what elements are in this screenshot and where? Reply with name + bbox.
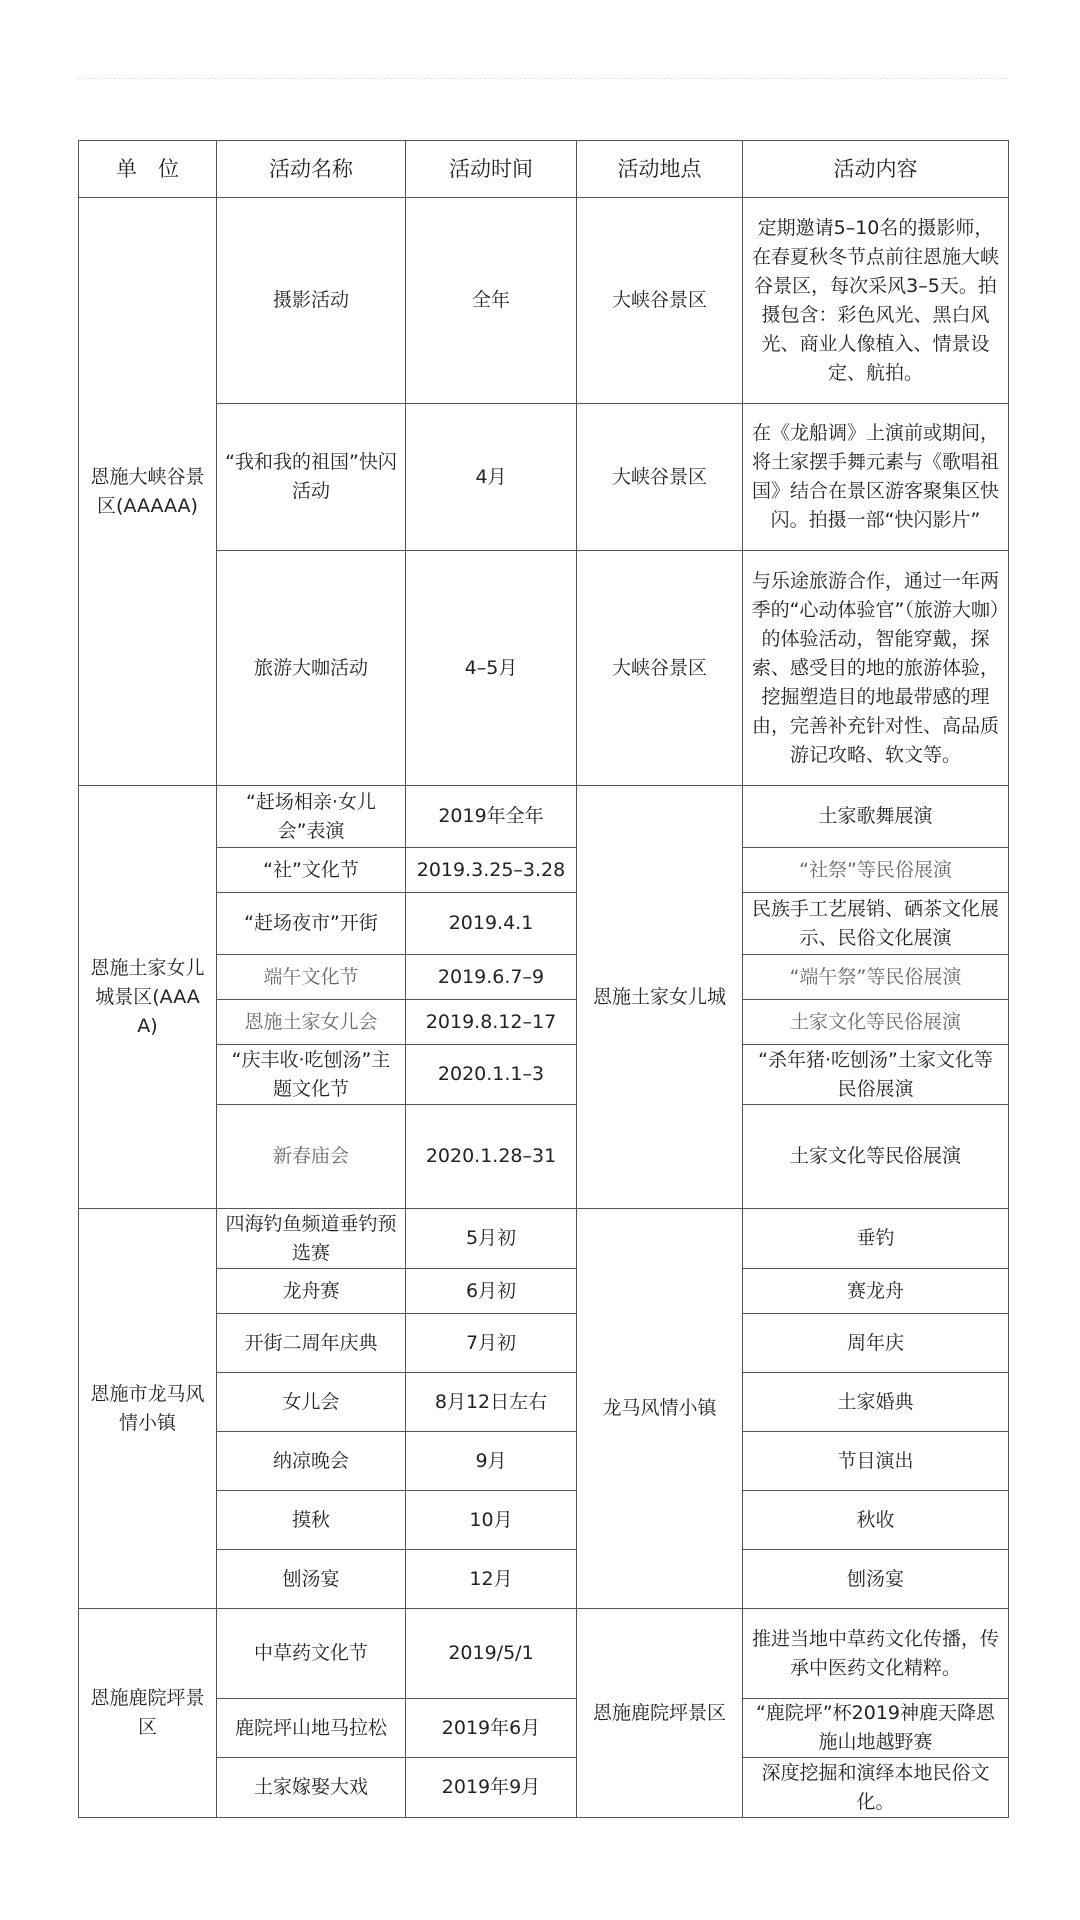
table-row	[79, 1609, 1009, 1699]
activity-content-cell: 土家文化等民俗展演	[743, 1105, 1009, 1209]
activity-name-cell: 纳凉晚会	[217, 1432, 406, 1491]
activity-name-cell: 四海钓鱼频道垂钓预选赛	[217, 1209, 406, 1269]
activity-time-cell: 10月	[406, 1491, 577, 1550]
activity-time-cell: 2019.8.12–17	[406, 1000, 577, 1045]
table-row	[79, 1373, 1009, 1432]
table-row	[79, 1491, 1009, 1550]
activity-name-cell: 摄影活动	[217, 198, 406, 404]
activity-name-cell: 鹿院坪山地马拉松	[217, 1699, 406, 1758]
activity-time-cell: 6月初	[406, 1269, 577, 1314]
header-activity-time: 活动时间	[406, 141, 577, 198]
activity-name-cell: 开街二周年庆典	[217, 1314, 406, 1373]
table-row	[79, 1209, 1009, 1269]
activity-name-cell: 新春庙会	[217, 1105, 406, 1209]
activity-time-cell: 2019.4.1	[406, 893, 577, 955]
table-row	[79, 551, 1009, 786]
table-row	[79, 404, 1009, 551]
activity-name-cell: 中草药文化节	[217, 1609, 406, 1699]
activity-name-cell: 刨汤宴	[217, 1550, 406, 1609]
table-row	[79, 1314, 1009, 1373]
table-row	[79, 893, 1009, 955]
activity-content-cell: “端午祭”等民俗展演	[743, 955, 1009, 1000]
activity-time-cell: 2020.1.1–3	[406, 1045, 577, 1105]
activity-time-cell: 2019/5/1	[406, 1609, 577, 1699]
activity-name-cell: 摸秋	[217, 1491, 406, 1550]
activity-time-cell: 全年	[406, 198, 577, 404]
activity-time-cell: 9月	[406, 1432, 577, 1491]
activity-content-cell: 定期邀请5–10名的摄影师，在春夏秋冬节点前往恩施大峡谷景区，每次采风3–5天。拍摄包含：彩色风光、黑白风光、商业人像植入、情景设定、航拍。	[743, 198, 1009, 404]
header-unit: 单 位	[79, 141, 217, 198]
activity-place-cell: 大峡谷景区	[577, 551, 743, 786]
activity-time-cell: 7月初	[406, 1314, 577, 1373]
activity-content-cell: 土家歌舞展演	[743, 786, 1009, 848]
table-row	[79, 1000, 1009, 1045]
activity-content-cell: 周年庆	[743, 1314, 1009, 1373]
activity-content-cell: “鹿院坪”杯2019神鹿天降恩施山地越野赛	[743, 1699, 1009, 1758]
header-row	[79, 141, 1009, 198]
activity-time-cell: 12月	[406, 1550, 577, 1609]
activity-schedule-table	[78, 140, 1009, 1818]
activity-time-cell: 2019.6.7–9	[406, 955, 577, 1000]
activity-name-cell: “社”文化节	[217, 848, 406, 893]
activity-name-cell: “赶场相亲·女儿会”表演	[217, 786, 406, 848]
activity-content-cell: “杀年猪·吃刨汤”土家文化等民俗展演	[743, 1045, 1009, 1105]
activity-content-cell: 深度挖掘和演绎本地民俗文化。	[743, 1758, 1009, 1818]
activity-content-cell: 垂钓	[743, 1209, 1009, 1269]
activity-place-cell: 大峡谷景区	[577, 404, 743, 551]
activity-content-cell: 赛龙舟	[743, 1269, 1009, 1314]
activity-content-cell: 秋收	[743, 1491, 1009, 1550]
activity-name-cell: 端午文化节	[217, 955, 406, 1000]
activity-time-cell: 2019年9月	[406, 1758, 577, 1818]
activity-place-cell: 恩施土家女儿城	[577, 786, 743, 1209]
header-activity-place: 活动地点	[577, 141, 743, 198]
activity-name-cell: “赶场夜市”开街	[217, 893, 406, 955]
table-row	[79, 1045, 1009, 1105]
activity-name-cell: 土家嫁娶大戏	[217, 1758, 406, 1818]
activity-name-cell: 旅游大咖活动	[217, 551, 406, 786]
table-row	[79, 1758, 1009, 1818]
activity-time-cell: 2019.3.25–3.28	[406, 848, 577, 893]
activity-name-cell: 恩施土家女儿会	[217, 1000, 406, 1045]
activity-time-cell: 2019年6月	[406, 1699, 577, 1758]
top-divider	[78, 78, 1008, 79]
activity-content-cell: 节目演出	[743, 1432, 1009, 1491]
activity-time-cell: 4月	[406, 404, 577, 551]
header-activity-name: 活动名称	[217, 141, 406, 198]
table-row	[79, 1269, 1009, 1314]
table-row	[79, 198, 1009, 404]
activity-time-cell: 4–5月	[406, 551, 577, 786]
activity-content-cell: 推进当地中草药文化传播，传承中医药文化精粹。	[743, 1609, 1009, 1699]
unit-cell: 恩施土家女儿城景区(AAAA)	[79, 786, 217, 1209]
activity-name-cell: 龙舟赛	[217, 1269, 406, 1314]
activity-place-cell: 恩施鹿院坪景区	[577, 1609, 743, 1818]
activity-content-cell: 刨汤宴	[743, 1550, 1009, 1609]
activity-content-cell: 土家婚典	[743, 1373, 1009, 1432]
activity-place-cell: 龙马风情小镇	[577, 1209, 743, 1609]
activity-time-cell: 8月12日左右	[406, 1373, 577, 1432]
activity-time-cell: 5月初	[406, 1209, 577, 1269]
unit-cell: 恩施市龙马风情小镇	[79, 1209, 217, 1609]
unit-cell: 恩施大峡谷景区(AAAAA)	[79, 198, 217, 786]
table-row	[79, 848, 1009, 893]
activity-time-cell: 2019年全年	[406, 786, 577, 848]
activity-name-cell: “我和我的祖国”快闪活动	[217, 404, 406, 551]
table-row	[79, 1432, 1009, 1491]
header-activity-content: 活动内容	[743, 141, 1009, 198]
activity-time-cell: 2020.1.28–31	[406, 1105, 577, 1209]
activity-content-cell: “社祭”等民俗展演	[743, 848, 1009, 893]
activity-content-cell: 土家文化等民俗展演	[743, 1000, 1009, 1045]
activity-name-cell: “庆丰收·吃刨汤”主题文化节	[217, 1045, 406, 1105]
table-row	[79, 786, 1009, 848]
unit-cell: 恩施鹿院坪景区	[79, 1609, 217, 1818]
table-row	[79, 1550, 1009, 1609]
table-row	[79, 1699, 1009, 1758]
activity-name-cell: 女儿会	[217, 1373, 406, 1432]
table-row	[79, 1105, 1009, 1209]
activity-content-cell: 与乐途旅游合作，通过一年两季的“心动体验官”（旅游大咖）的体验活动，智能穿戴，探索、感受目的地的旅游体验，挖掘塑造目的地最带感的理由，完善补充针对性、高品质游记攻略、软文等。	[743, 551, 1009, 786]
activity-content-cell: 民族手工艺展销、硒茶文化展示、民俗文化展演	[743, 893, 1009, 955]
activity-content-cell: 在《龙船调》上演前或期间，将土家摆手舞元素与《歌唱祖国》结合在景区游客聚集区快闪。拍摄一部“快闪影片”	[743, 404, 1009, 551]
activity-place-cell: 大峡谷景区	[577, 198, 743, 404]
table-row	[79, 955, 1009, 1000]
